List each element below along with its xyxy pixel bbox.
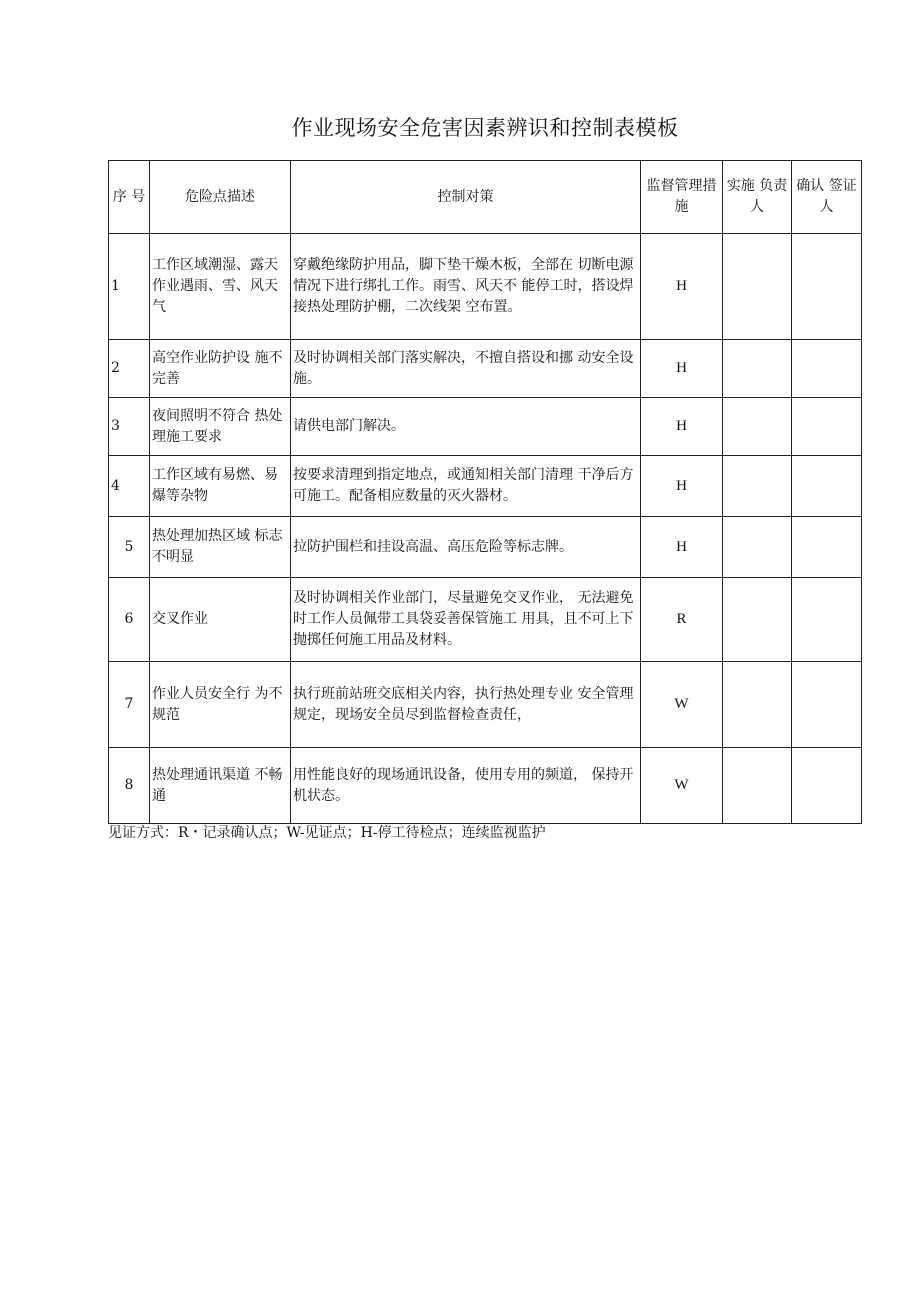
- row-supervision: H: [641, 340, 723, 398]
- table-row: [109, 340, 862, 398]
- row-measures: 用性能良好的现场通讯设备，使用专用的频道， 保持开机状态。: [291, 748, 641, 824]
- table-row: [109, 456, 862, 517]
- header-witness: 确认 签证人: [792, 161, 862, 234]
- row-hazard: 工作区域潮湿、露天作业遇雨、雪、风天气: [150, 234, 291, 340]
- table-row: [109, 517, 862, 578]
- row-witness: [792, 662, 862, 748]
- row-implementer: [723, 340, 792, 398]
- row-hazard: 热处理加热区域 标志不明显: [150, 517, 291, 578]
- row-witness: [792, 398, 862, 456]
- row-witness: [792, 456, 862, 517]
- row-supervision: H: [641, 398, 723, 456]
- row-no: 2: [109, 340, 150, 398]
- row-hazard: 工作区域有易燃、易爆等杂物: [150, 456, 291, 517]
- row-no: 5: [109, 517, 150, 578]
- row-measures: 及时协调相关部门落实解决，不擅自搭设和挪 动安全设施。: [291, 340, 641, 398]
- header-measures: 控制对策: [291, 161, 641, 234]
- row-no: 7: [109, 662, 150, 748]
- row-witness: [792, 234, 862, 340]
- row-supervision: H: [641, 456, 723, 517]
- table-row: [109, 748, 862, 824]
- row-witness: [792, 340, 862, 398]
- row-supervision: H: [641, 234, 723, 340]
- row-no: 4: [109, 456, 150, 517]
- header-supervision: 监督管理措施: [641, 161, 723, 234]
- table-row: [109, 398, 862, 456]
- row-witness: [792, 517, 862, 578]
- witness-method-note: 见证方式：R・记录确认点；W-见证点；H-停工待检点；连续监视监护: [108, 825, 546, 841]
- row-measures: 执行班前站班交底相关内容，执行热处理专业 安全管理规定，现场安全员尽到监督检查责任，: [291, 662, 641, 748]
- row-implementer: [723, 398, 792, 456]
- table-row: [109, 578, 862, 662]
- table-row: [109, 662, 862, 748]
- row-no: 8: [109, 748, 150, 824]
- row-hazard: 作业人员安全行 为不规范: [150, 662, 291, 748]
- row-implementer: [723, 517, 792, 578]
- row-witness: [792, 748, 862, 824]
- header-no: 序 号: [109, 161, 150, 234]
- header-implementer: 实施 负责人: [723, 161, 792, 234]
- row-measures: 穿戴绝缘防护用品，脚下垫干燥木板，全部在 切断电源情况下进行绑扎工作。雨雪、风天不 能停工时，搭设焊接热处理防护棚，二次线架 空布置。: [291, 234, 641, 340]
- table-header-row: [109, 161, 862, 234]
- row-implementer: [723, 456, 792, 517]
- header-hazard: 危险点描述: [150, 161, 291, 234]
- row-no: 6: [109, 578, 150, 662]
- row-supervision: H: [641, 517, 723, 578]
- row-supervision: W: [641, 748, 723, 824]
- row-implementer: [723, 662, 792, 748]
- row-implementer: [723, 578, 792, 662]
- row-hazard: 夜间照明不符合 热处理施工要求: [150, 398, 291, 456]
- document-title: 作业现场安全危害因素辨识和控制表模板: [291, 116, 679, 140]
- row-no: 3: [109, 398, 150, 456]
- row-measures: 按要求清理到指定地点，或通知相关部门清理 干净后方可施工。配备相应数量的灭火器材。: [291, 456, 641, 517]
- row-supervision: W: [641, 662, 723, 748]
- row-hazard: 热处理通讯渠道 不畅通: [150, 748, 291, 824]
- row-measures: 及时协调相关作业部门，尽量避免交叉作业， 无法避免时工作人员佩带工具袋妥善保管施工 用具，且不可上下抛掷任何施工用品及材料。: [291, 578, 641, 662]
- row-no: 1: [109, 234, 150, 340]
- hazard-control-table: [108, 160, 862, 824]
- row-implementer: [723, 748, 792, 824]
- row-measures: 请供电部门解决。: [291, 398, 641, 456]
- row-hazard: 交叉作业: [150, 578, 291, 662]
- row-supervision: R: [641, 578, 723, 662]
- table-row: [109, 234, 862, 340]
- row-witness: [792, 578, 862, 662]
- row-hazard: 高空作业防护设 施不完善: [150, 340, 291, 398]
- row-measures: 拉防护围栏和挂设高温、高压危险等标志牌。: [291, 517, 641, 578]
- row-implementer: [723, 234, 792, 340]
